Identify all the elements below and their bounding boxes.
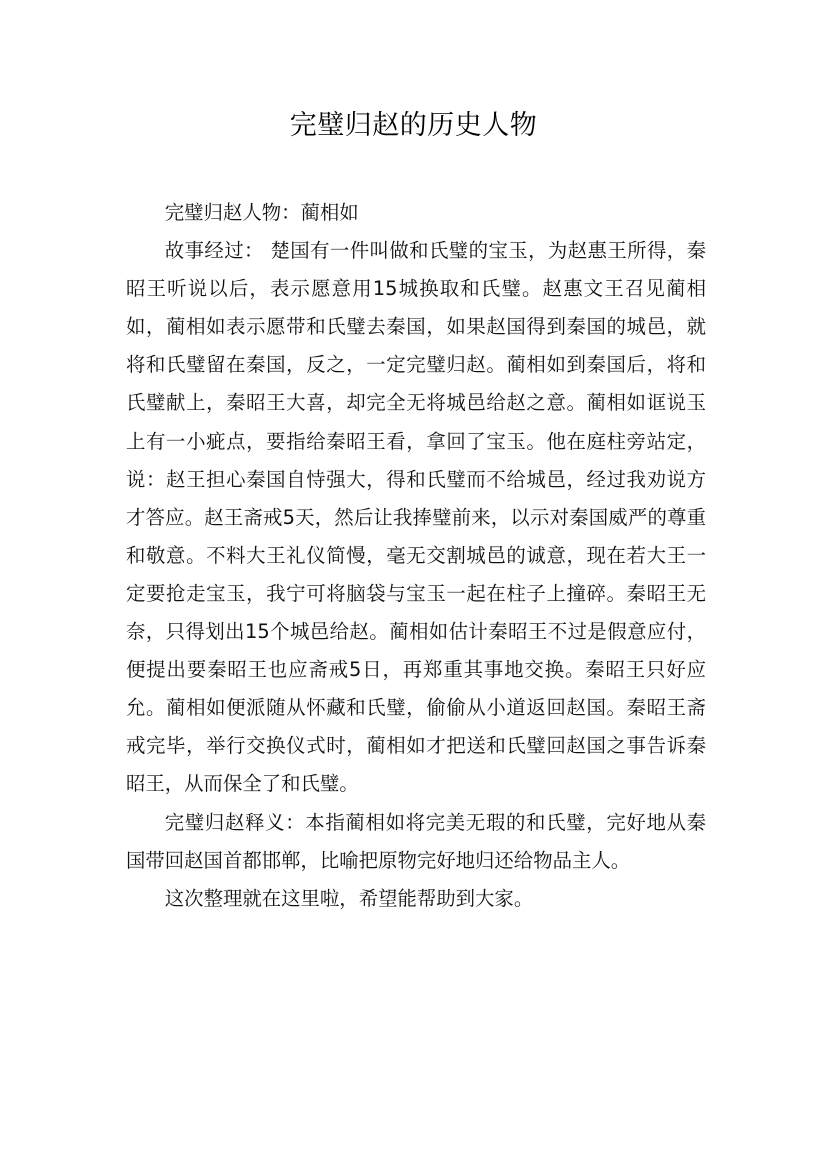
paragraph-meaning: 完璧归赵释义：本指蔺相如将完美无瑕的和氏璧，完好地从秦国带回赵国首都邯郸，比喻把原物完好地归还给物品主人。: [126, 810, 706, 872]
document-body: [126, 194, 706, 918]
paragraph-story: 故事经过： 楚国有一件叫做和氏璧的宝玉，为赵惠王所得，秦昭王听说以后，表示愿意用15城换取和氏璧。赵惠文王召见蔺相如，蔺相如表示愿带和氏璧去秦国，如果赵国得到秦国的城邑，就将和氏璧留在秦国，反之，一定完璧归赵。蔺相如到秦国后，将和氏璧献上，秦昭王大喜，却完全无将城邑给赵之意。蔺相如诓说玉上有一小疵点，要指给秦昭王看，拿回了宝玉。他在庭柱旁站定，说：赵王担心秦国自恃强大，得和氏璧而不给城邑，经过我劝说方才答应。赵王斋戒5天，然后让我捧璧前来，以示对秦国威严的尊重和敬意。不料大王礼仪简慢，毫无交割城邑的诚意，现在若大王一定要抢走宝玉，我宁可将脑袋与宝玉一起在柱子上撞碎。秦昭王无奈，只得划出15个城邑给赵。蔺相如估计秦昭王不过是假意应付，便提出要秦昭王也应斋戒5日，再郑重其事地交换。秦昭王只好应允。蔺相如便派随从怀藏和氏璧，偷偷从小道返回赵国。秦昭王斋戒完毕，举行交换仪式时，蔺相如才把送和氏璧回赵国之事告诉秦昭王，从而保全了和氏璧。: [126, 239, 706, 796]
document-title: 完璧归赵的历史人物: [289, 110, 538, 141]
paragraph-person: 完璧归赵人物：蔺相如: [164, 201, 359, 224]
paragraph-closing: 这次整理就在这里啦，希望能帮助到大家。: [164, 886, 534, 910]
